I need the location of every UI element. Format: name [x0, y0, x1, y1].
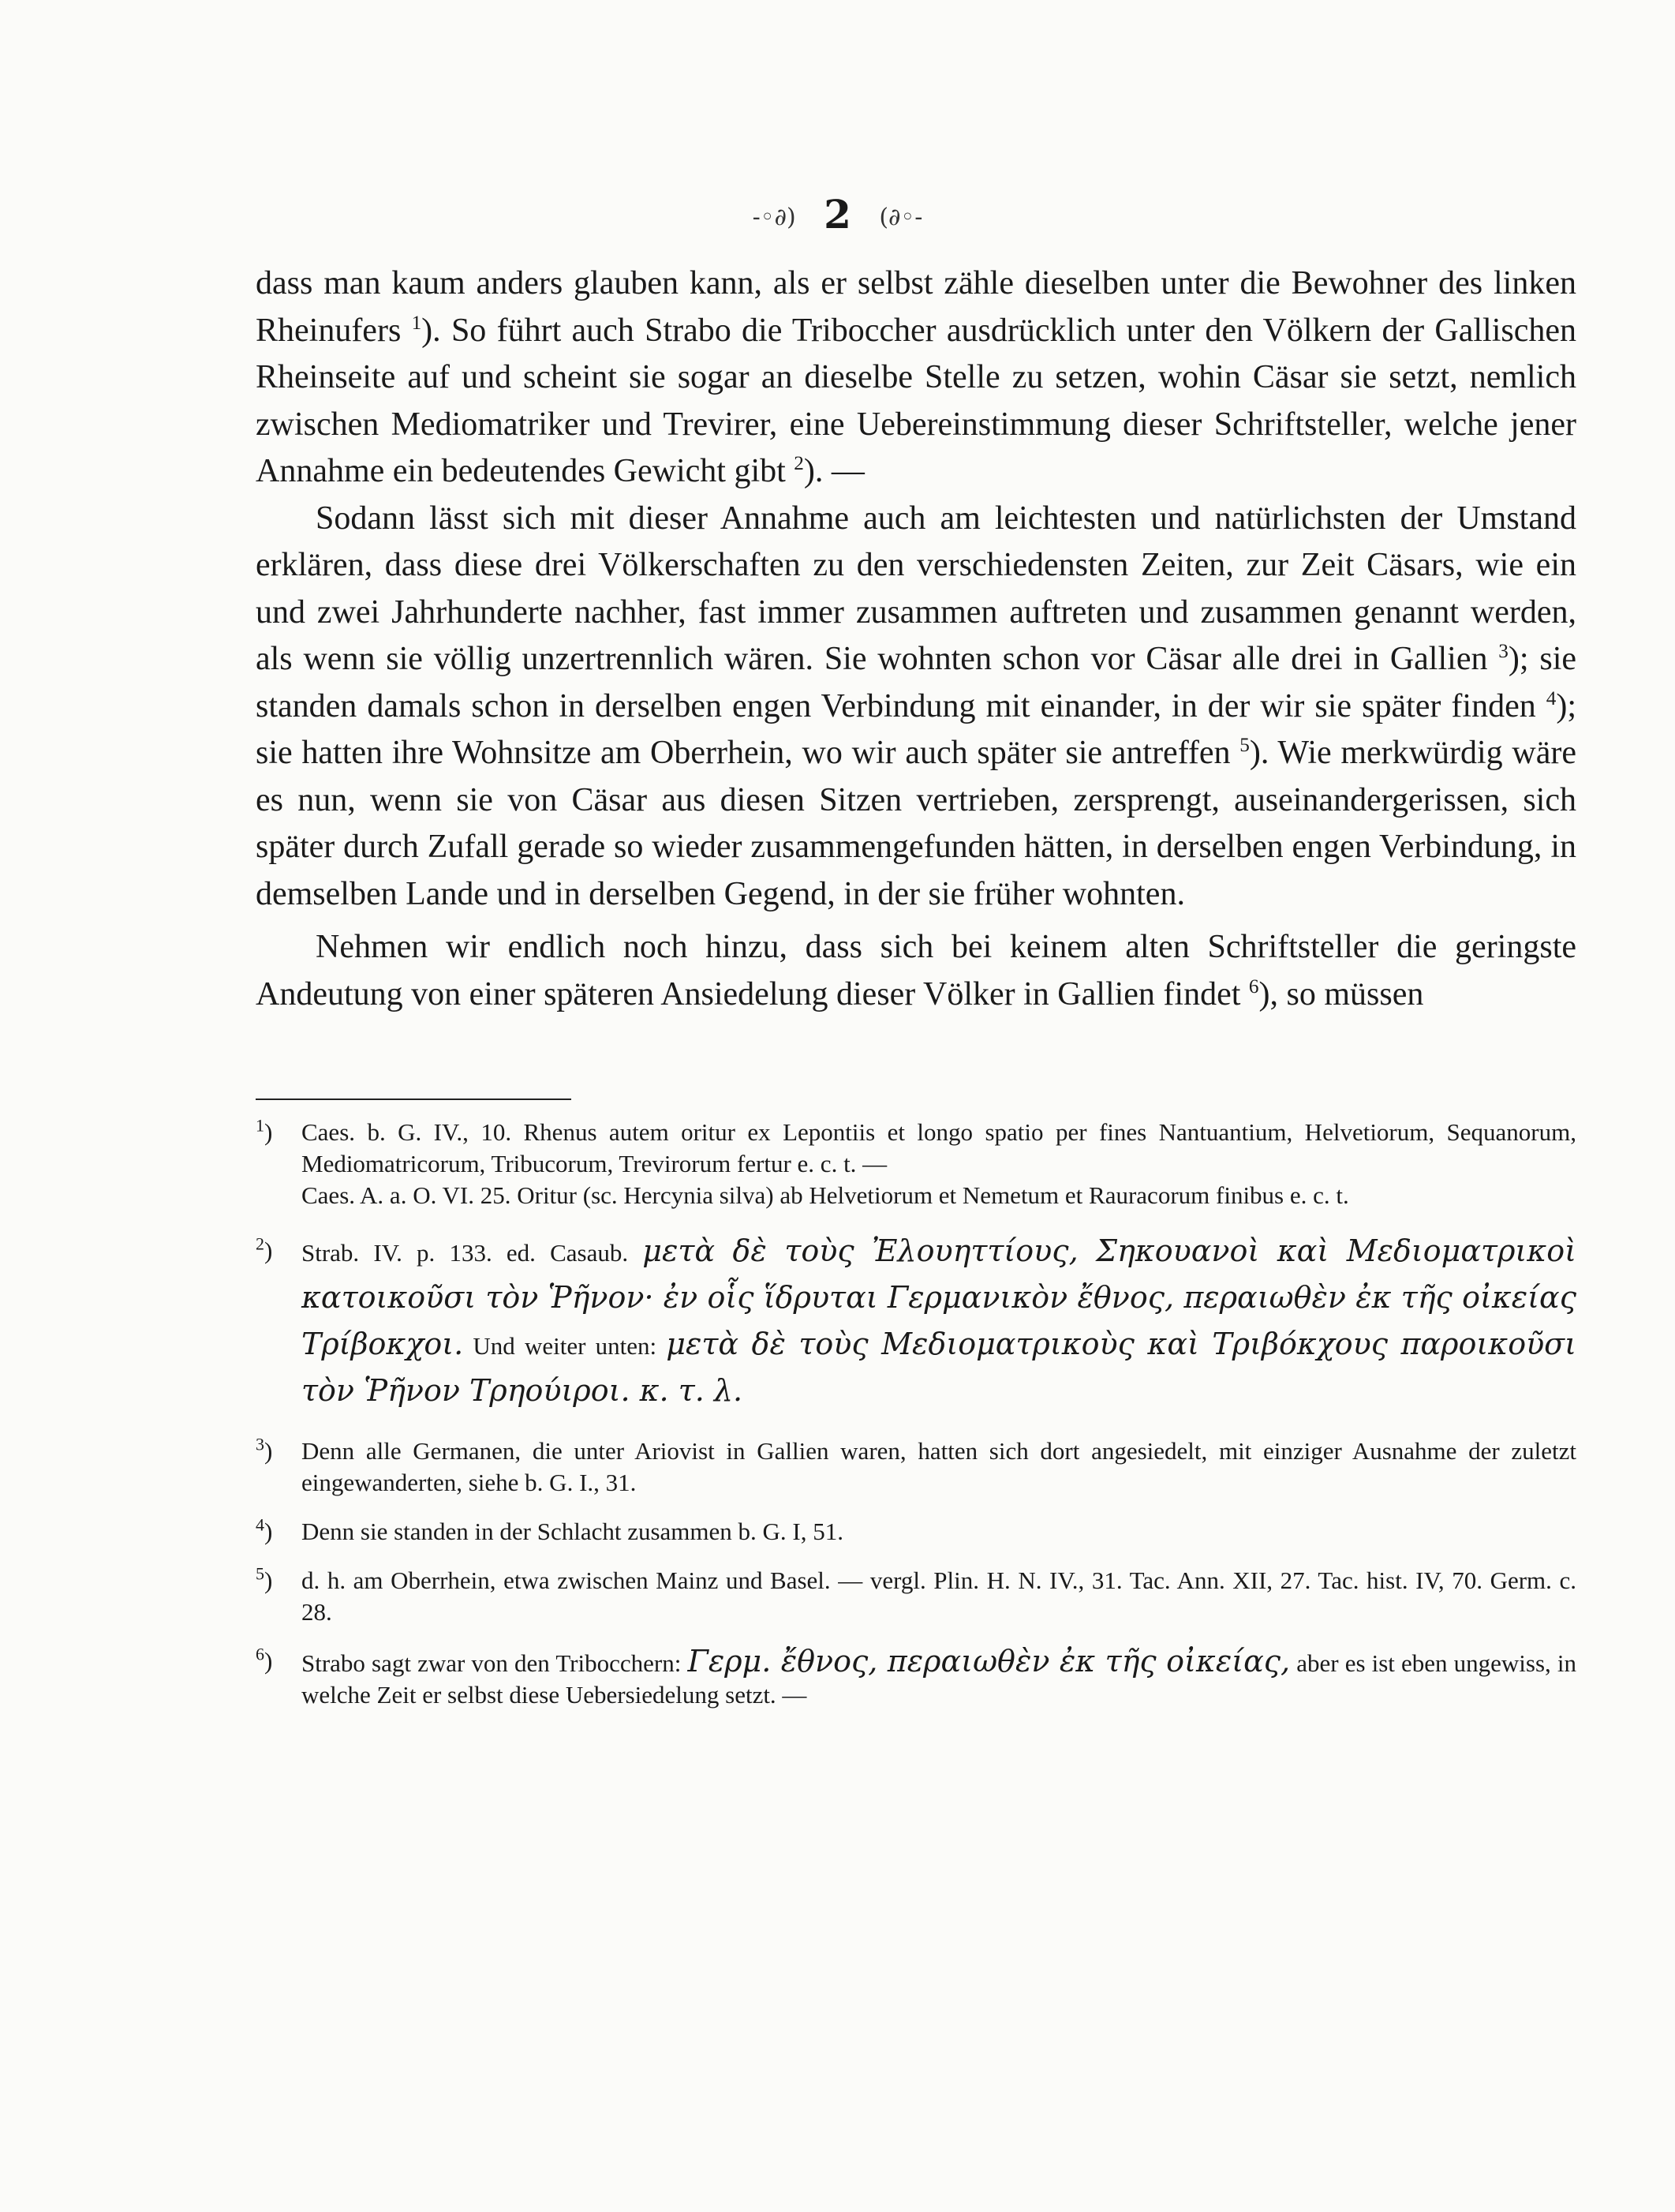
greek-quote-1: μετὰ δὲ τοὺς Ἐλουηττίους, Σηκουανοὶ καὶ Μεδιοματρικοὶ κατοικοῦσι τὸν Ῥῆνον· ἐν οἷς ἵδρυται Γερμανικὸν ἔθνος, περαιωθὲν ἐκ τῆς οἰκείας Τρίβοκχοι. — [301, 1233, 1576, 1361]
footnote-5: $^5$) d. h. am Oberrhein, etwa zwischen Mainz und Basel. — vergl. Plin. H. N. IV., 31. Tac. Ann. XII, 27. Tac. hist. IV, 70. Germ. c. 28. — [256, 1563, 1576, 1626]
footnote-ref-5[interactable]: 5 — [1239, 735, 1250, 756]
footnote-2: $^2$) Strab. IV. p. 133. ed. Casaub. μετὰ δὲ τοὺς Ἐλουηττίους, Σηκουανοὶ καὶ Μεδιοματρικοὶ κατοικοῦσι τὸν Ῥῆνον· ἐν οἷς ἵδρυται Γερμανικὸν ἔθνος, περαιωθὲν ἐκ τῆς οἰκείας Τρίβοκχοι. Und weiter unten: μετὰ δὲ τοὺς Μεδιοματρικοὺς καὶ Τριβόκχους παροικοῦσι τὸν Ῥῆνον Τρηούιροι. κ. τ. λ. — [256, 1233, 1577, 1408]
paragraph-1: dass man kaum anders glauben kann, als er selbst zähle dieselben unter die Bewohner des linken Rheinufers $^1$). So führt auch Strabo die Triboccher ausdrücklich unter den Völkern der Gallischen Rheinseite auf und scheint sie sogar an dieselbe Stelle zu setzen, wohin Cäsar sie setzt, nemlich zwischen Mediomatriker und Trevirer, eine Uebereinstimmung dieser Schriftsteller, welche jener Annahme ein bedeutendes Gewicht gibt $^2$). — — [256, 265, 1576, 489]
paragraph-3: Nehmen wir endlich noch hinzu, dass sich bei keinem alten Schriftsteller die geringste Andeutung von einer späteren Ansiedelung dieser Völker in Gallien findet $^6$), so müssen — [256, 929, 1576, 1012]
footnote-ref-6[interactable]: 6 — [1248, 975, 1259, 997]
ornament-left-icon: -◦∂) — [752, 204, 796, 231]
ornament-right-icon: (∂◦- — [879, 204, 923, 231]
paragraph-2: Sodann lässt sich mit dieser Annahme auch am leichtesten und natürlichsten der Umstand erklären, dass diese drei Völkerschaften zu den verschiedensten Zeiten, zur Zeit Cäsars, wie ein und zwei Jahrhunderte nachher, fast immer zusammen auftreten und zusammen genannt werden, als wenn sie völlig unzertrennlich wären. Sie wohnten schon vor Cäsar alle drei in Gallien $^3$); sie standen damals schon in derselben engen Verbindung mit einander, in der wir sie später finden $^4$); sie hatten ihre Wohnsitze am Oberrhein, wo wir auch später sie antreffen $^5$). Wie merkwürdig wäre es nun, wenn sie von Cäsar aus diesen Sitzen vertrieben, zersprengt, auseinandergerissen, sich später durch Zufall gerade so wieder zusammengefunden hätten, in derselben engen Verbindung, in demselben Lande und in derselben Gegend, in der sie früher wohnten. — [256, 500, 1576, 912]
footnote-ref-2[interactable]: 2 — [794, 453, 804, 474]
page-number: 2 — [824, 191, 851, 238]
greek-quote-3: Γερμ. ἔθνος, περαιωθὲν ἐκ τῆς οἰκείας, — [687, 1644, 1291, 1679]
footnotes — [256, 1117, 1576, 1728]
footnote-ref-3[interactable]: 3 — [1498, 641, 1509, 662]
greek-quote-2: μετὰ δὲ τοὺς Μεδιοματρικοὺς καὶ Τριβόκχους παροικοῦσι τὸν Ῥῆνον Τρηούιροι. κ. τ. λ. — [301, 1327, 1577, 1408]
footnote-ref-1[interactable]: 1 — [411, 312, 422, 334]
footnote-4: $^4$) Denn sie standen in der Schlacht zusammen b. G. I, 51. — [256, 1514, 843, 1545]
main-text — [256, 260, 1576, 1018]
footnote-6: $^6$) Strabo sagt zwar von den Tribocchern: Γερμ. ἔθνος, περαιωθὲν ἐκ τῆς οἰκείας, aber es ist eben ungewiss, in welche Zeit er selbst diese Uebersiedelung setzt. — — [256, 1644, 1577, 1709]
footnote-3: $^3$) Denn alle Germanen, die unter Ariovist in Gallien waren, hatten sich dort angesiedelt, mit einziger Ausnahme der zuletzt eingewanderten, siehe b. G. I., 31. — [256, 1434, 1576, 1496]
footnote-1: $^1$) Caes. b. G. IV., 10. Rhenus autem oritur ex Lepontiis et longo spatio per fines Nantuantium, Helvetiorum, Sequanorum, Mediomatricorum, Tribucorum, Trevirorum fertur e. c. t. — Caes. A. a. O. VI. 25. Oritur (sc. Hercynia silva) ab Helvetiorum et Nemetum et Rauracorum finibus e. c. t. — [256, 1115, 1576, 1209]
footnote-ref-4[interactable]: 4 — [1546, 687, 1557, 709]
footnote-divider — [256, 1099, 571, 1100]
page-header — [0, 191, 1675, 241]
